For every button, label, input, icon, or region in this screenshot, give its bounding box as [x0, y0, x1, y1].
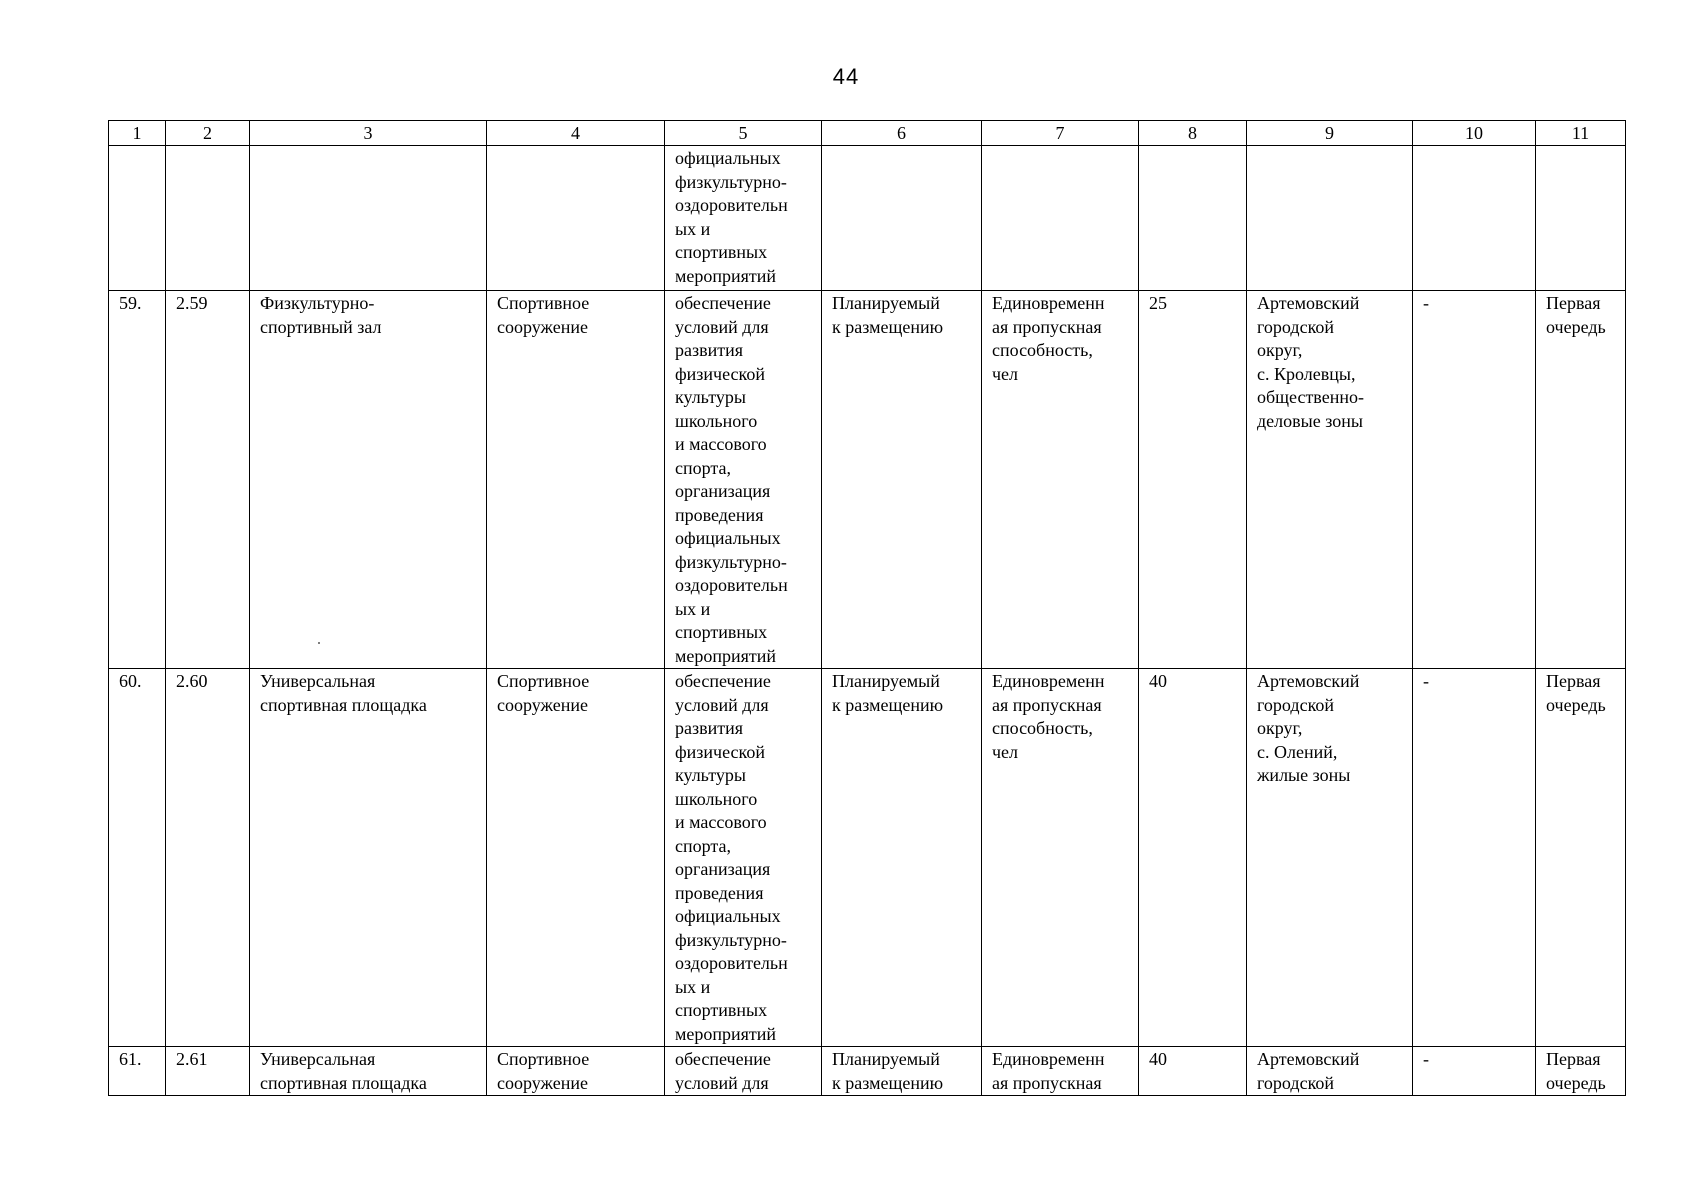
row-number-cell: 59. — [109, 291, 166, 669]
stage-cell: Первая очередь — [1536, 669, 1626, 1047]
column-header: 2 — [166, 121, 250, 146]
object-type-cell: Спортивное сооружение — [487, 1047, 665, 1096]
zone-cell: - — [1413, 1047, 1536, 1096]
page-number: 44 — [832, 64, 860, 89]
location-cell: Артемовский городской округ, с. Кролевцы, общественно- деловые зоны — [1247, 291, 1413, 669]
status-cell: Планируемый к размещению — [822, 669, 982, 1047]
object-type-cell: Спортивное сооружение — [487, 669, 665, 1047]
zone-cell: - — [1413, 669, 1536, 1047]
column-header: 6 — [822, 121, 982, 146]
table-cell — [109, 146, 166, 291]
table-row-continuation — [109, 146, 1626, 291]
code-cell: 2.59 — [166, 291, 250, 669]
table-cell — [822, 146, 982, 291]
table-cell — [1413, 146, 1536, 291]
status-cell: Планируемый к размещению — [822, 291, 982, 669]
column-header: 4 — [487, 121, 665, 146]
object-type-cell: Спортивное сооружение — [487, 291, 665, 669]
purpose-cell: обеспечение условий для — [665, 1047, 822, 1096]
code-cell: 2.60 — [166, 669, 250, 1047]
characteristic-cell: Единовременн ая пропускная способность, чел — [982, 291, 1139, 669]
column-header: 8 — [1139, 121, 1247, 146]
purpose-cell: обеспечение условий для развития физической культуры школьного и массового спорта, организация проведения официальных физкультурно- оздоровительн ых и спортивных мероприятий — [665, 291, 822, 669]
code-cell: 2.61 — [166, 1047, 250, 1096]
location-cell: Артемовский городской округ, с. Олений, жилые зоны — [1247, 669, 1413, 1047]
object-name-cell: Универсальная спортивная площадка — [250, 669, 487, 1047]
column-header: 7 — [982, 121, 1139, 146]
table-row — [109, 1047, 1626, 1096]
stage-cell: Первая очередь — [1536, 1047, 1626, 1096]
status-cell: Планируемый к размещению — [822, 1047, 982, 1096]
zone-cell: - — [1413, 291, 1536, 669]
table-row — [109, 291, 1626, 669]
stage-cell: Первая очередь — [1536, 291, 1626, 669]
table-row — [109, 669, 1626, 1047]
table-cell — [166, 146, 250, 291]
column-header: 10 — [1413, 121, 1536, 146]
object-name-cell: Универсальная спортивная площадка — [250, 1047, 487, 1096]
column-header: 1 — [109, 121, 166, 146]
table-cell — [982, 146, 1139, 291]
scan-speck — [318, 642, 320, 644]
location-cell: Артемовский городской — [1247, 1047, 1413, 1096]
table-cell: официальных физкультурно- оздоровительн ых и спортивных мероприятий — [665, 146, 822, 291]
column-header: 9 — [1247, 121, 1413, 146]
table-cell — [1536, 146, 1626, 291]
characteristic-cell: Единовременн ая пропускная — [982, 1047, 1139, 1096]
table-cell — [1247, 146, 1413, 291]
value-cell: 40 — [1139, 1047, 1247, 1096]
column-header: 5 — [665, 121, 822, 146]
object-name-cell: Физкультурно- спортивный зал — [250, 291, 487, 669]
row-number-cell: 60. — [109, 669, 166, 1047]
table-cell — [1139, 146, 1247, 291]
row-number-cell: 61. — [109, 1047, 166, 1096]
purpose-cell: обеспечение условий для развития физической культуры школьного и массового спорта, организация проведения официальных физкультурно- оздоровительн ых и спортивных мероприятий — [665, 669, 822, 1047]
header-row — [109, 121, 1626, 146]
column-header: 11 — [1536, 121, 1626, 146]
value-cell: 40 — [1139, 669, 1247, 1047]
value-cell: 25 — [1139, 291, 1247, 669]
document-table — [108, 120, 1626, 1096]
table-cell — [487, 146, 665, 291]
column-header: 3 — [250, 121, 487, 146]
characteristic-cell: Единовременн ая пропускная способность, чел — [982, 669, 1139, 1047]
table-cell — [250, 146, 487, 291]
